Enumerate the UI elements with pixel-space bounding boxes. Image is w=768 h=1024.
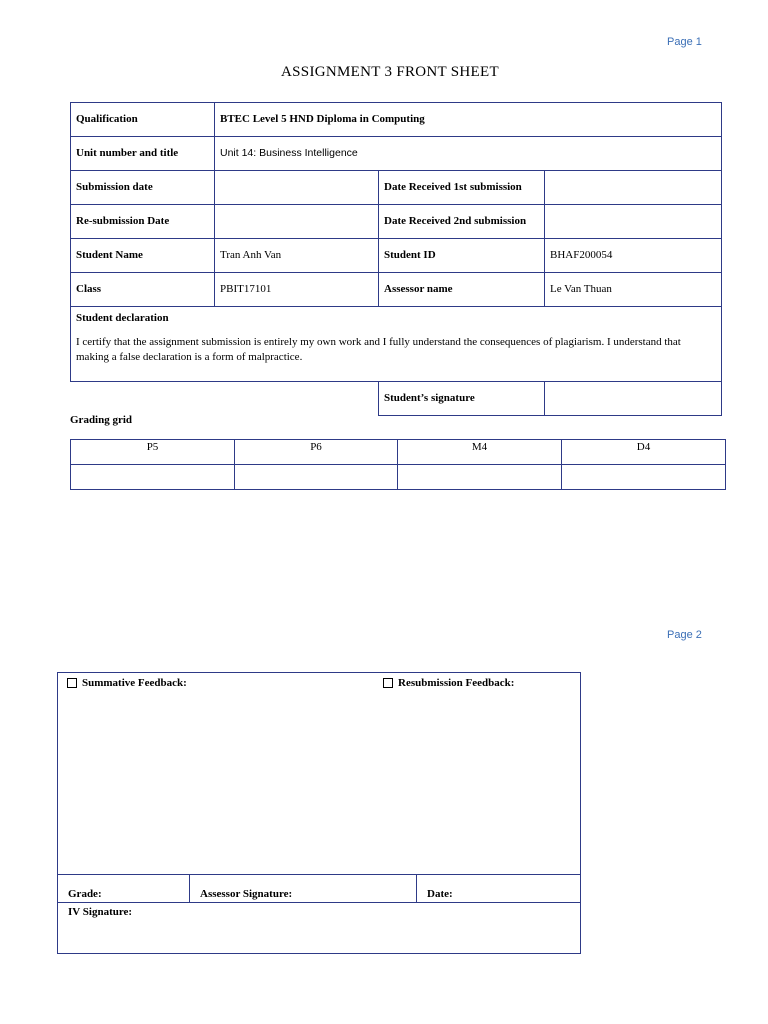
row-qualification	[71, 103, 722, 137]
qualification-value: BTEC Level 5 HND Diploma in Computing	[215, 103, 722, 137]
row-class	[71, 273, 722, 307]
resubmission-feedback-label: Resubmission Feedback:	[398, 677, 515, 689]
divider	[58, 902, 580, 903]
row-submission-date	[71, 171, 722, 205]
assessor-signature-label: Assessor Signature:	[200, 888, 293, 900]
summative-feedback-option[interactable]	[67, 677, 187, 689]
date-received-2-field[interactable]	[545, 205, 722, 239]
signature-field[interactable]	[545, 382, 722, 416]
submission-date-field[interactable]	[215, 171, 379, 205]
submission-date-label: Submission date	[71, 171, 215, 205]
student-name-label: Student Name	[71, 239, 215, 273]
grading-grid-header-row	[71, 440, 726, 465]
date-received-1-field[interactable]	[545, 171, 722, 205]
resubmission-feedback-option[interactable]	[383, 677, 514, 689]
grade-col-p6: P6	[235, 440, 398, 465]
page-number-1: Page 1	[667, 36, 702, 48]
divider	[189, 874, 190, 902]
grade-cell-p6[interactable]	[235, 465, 398, 490]
declaration-cell	[71, 307, 722, 382]
unit-value: Unit 14: Business Intelligence	[215, 137, 722, 171]
grade-cell-m4[interactable]	[398, 465, 562, 490]
row-student	[71, 239, 722, 273]
divider	[58, 874, 580, 875]
class-label: Class	[71, 273, 215, 307]
grade-cell-d4[interactable]	[562, 465, 726, 490]
front-sheet-table	[70, 102, 722, 416]
checkbox-icon[interactable]	[67, 678, 77, 688]
divider	[416, 874, 417, 902]
date-label: Date:	[427, 888, 453, 900]
resubmission-date-field[interactable]	[215, 205, 379, 239]
student-name-value: Tran Anh Van	[215, 239, 379, 273]
row-declaration	[71, 307, 722, 382]
page-number-2: Page 2	[667, 629, 702, 641]
resubmission-date-label: Re-submission Date	[71, 205, 215, 239]
signature-label: Student’s signature	[379, 382, 545, 416]
feedback-box	[57, 672, 581, 954]
grade-col-p5: P5	[71, 440, 235, 465]
date-received-2-label: Date Received 2nd submission	[379, 205, 545, 239]
student-id-label: Student ID	[379, 239, 545, 273]
grade-cell-p5[interactable]	[71, 465, 235, 490]
assessor-label: Assessor name	[379, 273, 545, 307]
grade-label: Grade:	[68, 888, 102, 900]
assessor-value: Le Van Thuan	[545, 273, 722, 307]
grade-col-m4: M4	[398, 440, 562, 465]
grading-grid-table	[70, 439, 726, 490]
row-unit	[71, 137, 722, 171]
summative-feedback-label: Summative Feedback:	[82, 677, 187, 689]
iv-signature-label: IV Signature:	[68, 906, 133, 918]
class-value: PBIT17101	[215, 273, 379, 307]
grading-grid-entry-row	[71, 465, 726, 490]
document-title: ASSIGNMENT 3 FRONT SHEET	[281, 64, 499, 80]
student-id-value: BHAF200054	[545, 239, 722, 273]
grading-grid-label: Grading grid	[70, 414, 133, 426]
date-received-1-label: Date Received 1st submission	[379, 171, 545, 205]
signature-spacer	[71, 382, 379, 416]
checkbox-icon[interactable]	[383, 678, 393, 688]
declaration-label: Student declaration	[76, 312, 169, 324]
declaration-text: I certify that the assignment submission is entirely my own work and I fully understand the consequences of plagiarism. I understand that making a false declaration is a form of malpractice.	[76, 336, 681, 363]
row-signature	[71, 382, 722, 416]
unit-label: Unit number and title	[71, 137, 215, 171]
qualification-label: Qualification	[71, 103, 215, 137]
grade-col-d4: D4	[562, 440, 726, 465]
row-resubmission-date	[71, 205, 722, 239]
